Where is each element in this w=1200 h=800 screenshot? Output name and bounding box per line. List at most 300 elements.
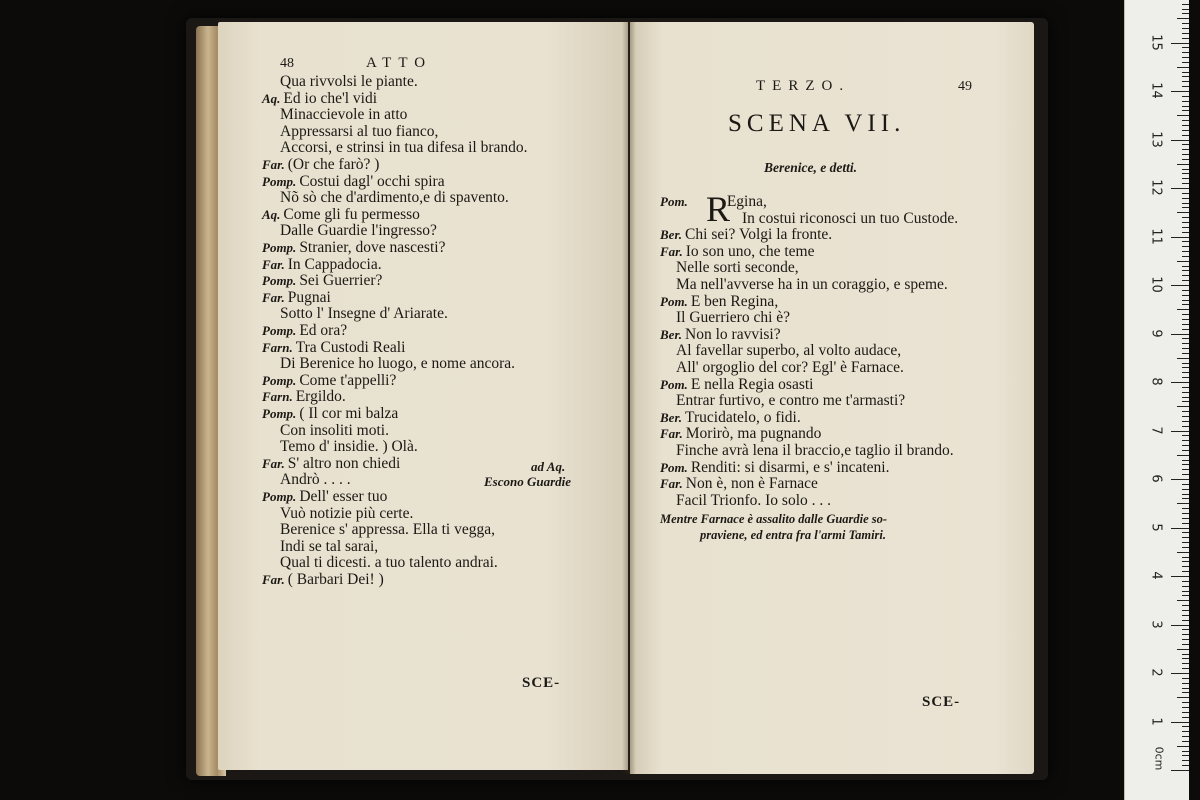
text-line xyxy=(262,406,398,422)
ruler-tick xyxy=(1171,334,1189,335)
ruler-tick xyxy=(1182,712,1189,713)
ruler-tick xyxy=(1182,304,1189,305)
ruler-tick xyxy=(1182,9,1189,10)
speaker-name: Pom. xyxy=(660,194,688,209)
text-line xyxy=(660,476,818,492)
ruler-tick xyxy=(1182,295,1189,296)
ruler-tick xyxy=(1182,586,1189,587)
ruler-tick xyxy=(1182,338,1189,339)
stage-direction-line-1: Mentre Farnace è assalito dalle Guardie so- xyxy=(660,512,888,526)
left-page xyxy=(218,22,628,770)
speaker-name: Far. xyxy=(660,243,683,259)
verse-text: In Cappadocia. xyxy=(287,255,382,273)
text-line xyxy=(280,190,509,206)
ruler-tick xyxy=(1182,392,1189,393)
ruler-tick xyxy=(1182,372,1189,373)
text-line xyxy=(262,207,420,223)
ruler-tick xyxy=(1182,731,1189,732)
text-line xyxy=(262,157,379,173)
ruler-tick xyxy=(1182,314,1189,315)
stage-exit: Escono Guardie xyxy=(484,474,572,489)
verse-text: Nelle sorti seconde, xyxy=(676,259,799,277)
ruler-tick xyxy=(1182,445,1189,446)
verse-text: Chi sei? Volgi la fronte. xyxy=(685,226,833,244)
ruler-tick xyxy=(1182,571,1189,572)
ruler-tick xyxy=(1171,237,1189,238)
text-line xyxy=(280,223,437,239)
ruler-tick xyxy=(1182,23,1189,24)
verse-text: E nella Regia osasti xyxy=(690,375,814,393)
verse-text: Nõ sò che d'ardimento,e di spavento. xyxy=(280,189,509,207)
verse-text: Sei Guerrier? xyxy=(299,272,383,290)
text-line xyxy=(262,240,445,256)
ruler-tick xyxy=(1182,343,1189,344)
verse-text: Pugnai xyxy=(287,288,331,306)
verse-text: Accorsi, e strinsi in tua difesa il brando. xyxy=(280,139,528,157)
ruler-tick xyxy=(1182,217,1189,218)
speaker-name: Pom. xyxy=(660,376,688,392)
speaker-name: Far. xyxy=(262,289,285,305)
text-line xyxy=(280,306,448,322)
ruler-tick xyxy=(1182,110,1189,111)
verse-text: Finche avrà lena il braccio,e taglio il brando. xyxy=(676,442,954,459)
text-line xyxy=(262,257,382,273)
scene-characters: Berenice, e detti. xyxy=(764,160,857,175)
text-line xyxy=(676,493,831,509)
verse-text: Ed io che'l vidi xyxy=(283,89,378,107)
ruler-tick xyxy=(1182,416,1189,417)
text-line xyxy=(676,343,901,359)
ruler-tick xyxy=(1182,169,1189,170)
text-line xyxy=(262,174,445,190)
ruler-tick xyxy=(1182,387,1189,388)
ruler-tick xyxy=(1177,67,1189,68)
ruler-tick xyxy=(1182,751,1189,752)
verse-text: Morirò, ma pugnando xyxy=(685,425,822,443)
text-line xyxy=(262,456,400,472)
verse-text: Ed ora? xyxy=(299,322,348,339)
ruler-tick xyxy=(1182,207,1189,208)
ruler-tick xyxy=(1182,33,1189,34)
verse-text: In costui riconosci un tuo Custode. xyxy=(742,209,959,227)
ruler-number: 3 xyxy=(1148,619,1164,629)
ruler-tick xyxy=(1182,227,1189,228)
text-line xyxy=(280,439,418,455)
verse-text: Come gli fu permesso xyxy=(283,205,420,223)
ruler-tick xyxy=(1182,96,1189,97)
ruler-tick xyxy=(1182,178,1189,179)
ruler-tick xyxy=(1182,106,1189,107)
ruler-tick xyxy=(1182,489,1189,490)
ruler-tick xyxy=(1177,164,1189,165)
text-line xyxy=(742,211,958,227)
verse-text: Io son uno, che teme xyxy=(685,242,815,260)
speaker-name: Ber. xyxy=(660,227,683,243)
ruler-tick xyxy=(1177,649,1189,650)
right-page-number: 49 xyxy=(958,79,972,94)
text-line xyxy=(660,426,821,442)
ruler-tick xyxy=(1182,469,1189,470)
ruler-tick xyxy=(1182,256,1189,257)
text-line xyxy=(660,227,832,243)
text-line xyxy=(280,124,438,140)
ruler-tick xyxy=(1182,508,1189,509)
verse-text: Stranier, dove nascesti? xyxy=(299,239,446,256)
ruler-tick xyxy=(1182,377,1189,378)
text-line xyxy=(280,356,515,372)
ruler-number: 9 xyxy=(1148,328,1164,338)
ruler-tick xyxy=(1177,552,1189,553)
text-line xyxy=(660,377,814,393)
ruler-tick xyxy=(1171,285,1189,286)
ruler-number: 4 xyxy=(1148,571,1164,580)
ruler-number: 13 xyxy=(1148,130,1164,148)
ruler-tick xyxy=(1182,329,1189,330)
ruler-tick xyxy=(1182,411,1189,412)
ruler-tick xyxy=(1177,115,1189,116)
ruler-tick xyxy=(1182,421,1189,422)
verse-text: Appressarsi al tuo fianco, xyxy=(280,122,439,140)
verse-text: Sotto l' Insegne d' Ariarate. xyxy=(280,305,448,323)
text-line xyxy=(280,74,418,90)
ruler-tick xyxy=(1182,353,1189,354)
text-line xyxy=(280,522,495,538)
ruler-tick xyxy=(1182,760,1189,761)
text-line xyxy=(262,489,387,505)
ruler-tick xyxy=(1177,746,1189,747)
ruler-tick xyxy=(1182,615,1189,616)
text-line xyxy=(660,244,814,260)
text-line xyxy=(676,310,790,326)
ruler-tick xyxy=(1182,101,1189,102)
ruler-tick xyxy=(1182,222,1189,223)
verse-text: Al favellar superbo, al volto audace, xyxy=(676,342,902,360)
verse-text: Costui dagl' occhi spira xyxy=(299,172,445,190)
ruler-tick xyxy=(1177,309,1189,310)
ruler-unit-label: 0cm xyxy=(1152,746,1166,771)
ruler-tick xyxy=(1182,591,1189,592)
verse-text: Non lo ravvisi? xyxy=(685,325,781,343)
ruler-tick xyxy=(1182,135,1189,136)
verse-text: Andrò . . . . xyxy=(280,471,351,489)
left-catchword: SCE- xyxy=(522,675,561,691)
ruler-tick xyxy=(1182,668,1189,669)
ruler-tick xyxy=(1182,280,1189,281)
ruler-tick xyxy=(1182,581,1189,582)
ruler-tick xyxy=(1182,741,1189,742)
ruler-tick xyxy=(1182,149,1189,150)
ruler-tick xyxy=(1171,625,1189,626)
text-line xyxy=(660,460,889,476)
ruler-tick xyxy=(1177,358,1189,359)
ruler-tick xyxy=(1182,363,1189,364)
text-line xyxy=(280,472,351,488)
ruler-tick xyxy=(1171,43,1189,44)
ruler-tick xyxy=(1182,72,1189,73)
ruler-tick xyxy=(1182,144,1189,145)
verse-text: Minaccievole in atto xyxy=(280,106,408,124)
left-running-head: ATTO xyxy=(366,55,433,71)
verse-text: Qua rivvolsi le piante. xyxy=(280,73,418,90)
ruler-tick xyxy=(1182,726,1189,727)
ruler-tick xyxy=(1182,62,1189,63)
verse-text: Indi se tal sarai, xyxy=(280,537,379,555)
drop-cap: R xyxy=(706,189,731,229)
ruler-tick xyxy=(1182,4,1189,5)
ruler-tick xyxy=(1182,198,1189,199)
aside-ad-aq: ad Aq. xyxy=(531,459,566,474)
speaker-name: Pomp. xyxy=(262,240,297,255)
ruler-tick xyxy=(1182,494,1189,495)
measuring-ruler xyxy=(1124,0,1189,800)
ruler-tick xyxy=(1182,159,1189,160)
ruler-tick xyxy=(1182,125,1189,126)
ruler-number: 11 xyxy=(1148,227,1164,245)
text-line xyxy=(676,443,954,459)
ruler-tick xyxy=(1182,688,1189,689)
speaker-name: Aq. xyxy=(262,90,281,106)
stage-direction-line-2: praviene, ed entra fra l'armi Tamiri. xyxy=(700,528,886,542)
ruler-tick xyxy=(1182,319,1189,320)
ruler-tick xyxy=(1182,639,1189,640)
right-catchword: SCE- xyxy=(922,694,961,710)
ruler-tick xyxy=(1182,692,1189,693)
text-line xyxy=(280,555,498,571)
text-line xyxy=(280,107,407,123)
ruler-tick xyxy=(1182,324,1189,325)
ruler-tick xyxy=(1182,251,1189,252)
ruler-tick xyxy=(1182,547,1189,548)
speaker-name: Far. xyxy=(262,572,285,587)
text-line xyxy=(262,273,382,289)
ruler-tick xyxy=(1182,120,1189,121)
ruler-tick xyxy=(1182,440,1189,441)
ruler-tick xyxy=(1182,52,1189,53)
verse-text: Con insoliti moti. xyxy=(280,421,389,439)
verse-text: Dalle Guardie l'ingresso? xyxy=(280,222,437,240)
ruler-tick xyxy=(1182,557,1189,558)
text-line xyxy=(676,260,799,276)
verse-text: All' orgoglio del cor? Egl' è Farnace. xyxy=(676,359,904,376)
ruler-number: 14 xyxy=(1148,82,1164,99)
speaker-name: Far. xyxy=(262,157,285,172)
ruler-tick xyxy=(1182,518,1189,519)
ruler-tick xyxy=(1182,513,1189,514)
ruler-tick xyxy=(1171,188,1189,189)
text-line xyxy=(660,327,781,343)
speaker-name: Far. xyxy=(660,426,683,442)
ruler-tick xyxy=(1182,605,1189,606)
ruler-tick xyxy=(1177,261,1189,262)
ruler-tick xyxy=(1182,275,1189,276)
ruler-tick xyxy=(1182,38,1189,39)
speaker-name: Pom. xyxy=(660,459,688,475)
ruler-tick xyxy=(1182,86,1189,87)
ruler-tick xyxy=(1182,348,1189,349)
verse-text: E ben Regina, xyxy=(690,292,779,310)
text-line xyxy=(660,294,778,310)
text-line xyxy=(676,360,904,376)
ruler-tick xyxy=(1177,212,1189,213)
text-line xyxy=(262,290,331,306)
ruler-tick xyxy=(1171,528,1189,529)
ruler-tick xyxy=(1182,81,1189,82)
verse-text: Dell' esser tuo xyxy=(299,488,388,505)
ruler-tick xyxy=(1182,47,1189,48)
speaker-name: Ber. xyxy=(660,409,683,425)
ruler-tick xyxy=(1182,658,1189,659)
ruler-tick xyxy=(1182,130,1189,131)
text-line xyxy=(262,373,396,389)
ruler-tick xyxy=(1177,503,1189,504)
ruler-tick xyxy=(1182,654,1189,655)
verse-text: Vuò notizie più certe. xyxy=(280,504,414,522)
verse-text: Tra Custodi Reali xyxy=(295,338,406,356)
verse-text: Facil Trionfo. Io solo . . . xyxy=(676,491,832,509)
text-line xyxy=(262,91,377,107)
ruler-tick xyxy=(1182,634,1189,635)
ruler-tick xyxy=(1182,523,1189,524)
text-line xyxy=(660,410,801,426)
ruler-tick xyxy=(1182,193,1189,194)
ruler-tick xyxy=(1182,450,1189,451)
verse-text: Entrar furtivo, e contro me t'armasti? xyxy=(676,392,906,410)
ruler-tick xyxy=(1182,266,1189,267)
ruler-tick xyxy=(1171,722,1189,723)
verse-text: Berenice s' appressa. Ella ti vegga, xyxy=(280,521,495,539)
ruler-tick xyxy=(1182,232,1189,233)
scene-title: SCENA VII. xyxy=(728,110,906,137)
ruler-tick xyxy=(1182,464,1189,465)
verse-text: (Or che farò? ) xyxy=(287,156,380,173)
speaker-name: Far. xyxy=(262,256,285,272)
ruler-tick xyxy=(1182,542,1189,543)
ruler-tick xyxy=(1182,241,1189,242)
ruler-tick xyxy=(1182,707,1189,708)
text-line xyxy=(280,140,528,156)
ruler-tick xyxy=(1171,140,1189,141)
verse-text: Non è, non è Farnace xyxy=(685,475,818,493)
ruler-tick xyxy=(1171,770,1189,771)
ruler-number: 8 xyxy=(1148,377,1164,386)
ruler-tick xyxy=(1171,91,1189,92)
ruler-tick xyxy=(1182,435,1189,436)
verse-text: Il Guerriero chi è? xyxy=(676,309,791,327)
ruler-tick xyxy=(1171,382,1189,383)
verse-text: Temo d' insidie. ) Olà. xyxy=(280,438,418,456)
ruler-tick xyxy=(1182,629,1189,630)
ruler-number: 2 xyxy=(1148,668,1164,677)
verse-text: Ergildo. xyxy=(295,388,346,406)
ruler-number: 10 xyxy=(1148,276,1164,293)
verse-text: Come t'appelli? xyxy=(299,371,397,389)
ruler-tick xyxy=(1182,270,1189,271)
speaker-name: Pom. xyxy=(660,293,688,309)
speaker-name: Aq. xyxy=(262,206,281,222)
ruler-tick xyxy=(1182,566,1189,567)
speaker-name: Far. xyxy=(660,476,683,492)
book-gutter xyxy=(622,22,636,774)
speaker-name: Pomp. xyxy=(262,173,297,189)
ruler-tick xyxy=(1182,610,1189,611)
ruler-tick xyxy=(1182,154,1189,155)
text-line xyxy=(262,340,405,356)
ruler-tick xyxy=(1182,620,1189,621)
speaker-name: Pomp. xyxy=(262,406,297,421)
ruler-tick xyxy=(1182,426,1189,427)
ruler-number: 1 xyxy=(1148,716,1164,726)
speaker-name: Farn. xyxy=(262,339,293,355)
ruler-tick xyxy=(1182,532,1189,533)
ruler-tick xyxy=(1182,561,1189,562)
ruler-tick xyxy=(1182,28,1189,29)
ruler-tick xyxy=(1182,702,1189,703)
ruler-tick xyxy=(1182,663,1189,664)
right-running-head: TERZO. xyxy=(756,78,851,94)
speaker-name: Pomp. xyxy=(262,323,297,338)
ruler-tick xyxy=(1182,300,1189,301)
ruler-number: 5 xyxy=(1148,522,1164,532)
verse-text: Di Berenice ho luogo, e nome ancora. xyxy=(280,355,515,373)
ruler-tick xyxy=(1177,600,1189,601)
ruler-tick xyxy=(1177,455,1189,456)
ruler-tick xyxy=(1182,183,1189,184)
ruler-tick xyxy=(1171,576,1189,577)
ruler-tick xyxy=(1171,431,1189,432)
right-page xyxy=(630,22,1034,774)
text-line xyxy=(262,389,346,405)
verse-text: ( Barbari Dei! ) xyxy=(287,571,384,588)
text-line xyxy=(280,506,413,522)
ruler-tick xyxy=(1177,406,1189,407)
ruler-tick xyxy=(1182,498,1189,499)
ruler-tick xyxy=(1182,736,1189,737)
verse-text: ( Il cor mi balza xyxy=(299,405,399,422)
speaker-name: Pomp. xyxy=(262,372,297,388)
verse-text: Renditi: si disarmi, e s' incateni. xyxy=(690,458,890,476)
ruler-tick xyxy=(1182,678,1189,679)
text-line xyxy=(262,572,384,588)
ruler-tick xyxy=(1171,479,1189,480)
ruler-tick xyxy=(1182,474,1189,475)
ruler-tick xyxy=(1177,697,1189,698)
verse-text: Qual ti dicesti. a tuo talento andrai. xyxy=(280,554,498,572)
ruler-tick xyxy=(1182,13,1189,14)
verse-text: S' altro non chiedi xyxy=(287,454,401,472)
ruler-number: 6 xyxy=(1148,474,1164,483)
ruler-tick xyxy=(1182,537,1189,538)
text-line xyxy=(676,277,948,293)
ruler-tick xyxy=(1182,57,1189,58)
speaker-name: Farn. xyxy=(262,389,293,405)
ruler-tick xyxy=(1182,683,1189,684)
text-line xyxy=(280,423,389,439)
ruler-tick xyxy=(1182,595,1189,596)
ruler-tick xyxy=(1182,290,1189,291)
speaker-name: Ber. xyxy=(660,326,683,342)
ruler-tick xyxy=(1171,673,1189,674)
ruler-tick xyxy=(1182,76,1189,77)
ruler-tick xyxy=(1182,755,1189,756)
ruler-tick xyxy=(1182,401,1189,402)
ruler-tick xyxy=(1177,18,1189,19)
text-line xyxy=(676,393,905,409)
ruler-tick xyxy=(1182,765,1189,766)
speaker-name: Far. xyxy=(262,455,285,471)
ruler-tick xyxy=(1182,484,1189,485)
speaker-name: Pomp. xyxy=(262,489,297,504)
verse-text: Trucidatelo, o fidi. xyxy=(685,408,801,426)
